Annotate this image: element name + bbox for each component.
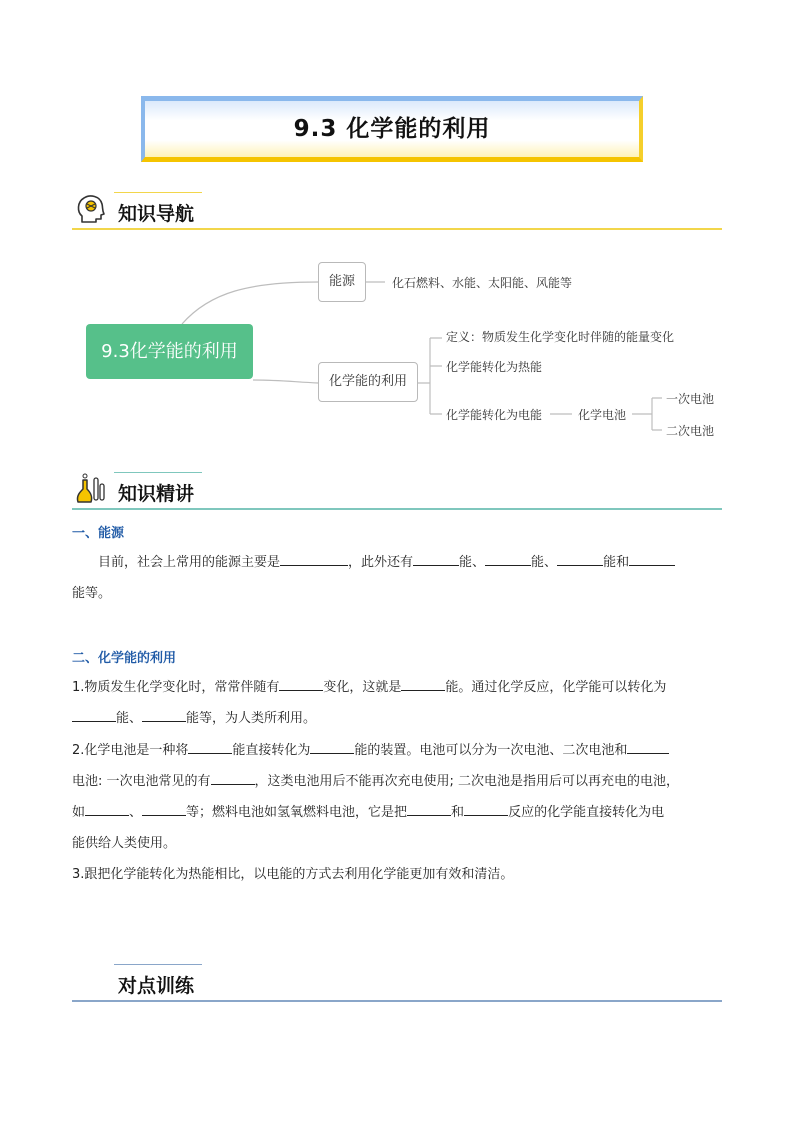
text: 能和 — [603, 555, 630, 570]
text: 反应的化学能直接转化为电 — [508, 805, 665, 820]
section-title: 知识导航 — [118, 203, 195, 225]
blank — [85, 801, 129, 816]
flask-icon — [74, 472, 108, 506]
section-accent-line — [114, 964, 202, 965]
text: ，这类电池用后不能再次充电使用; 二次电池是指用后可以再充电的电池， — [254, 774, 680, 789]
title-box — [141, 96, 643, 162]
section-header-nav — [72, 190, 722, 230]
mindmap — [80, 252, 730, 452]
section-accent-line — [114, 192, 202, 193]
blank — [557, 551, 603, 566]
text: 2.化学电池是一种将 — [72, 743, 189, 758]
text: 能直接转化为 — [232, 743, 311, 758]
mindmap-definition: 定义：物质发生化学变化时伴随的能量变化 — [446, 330, 675, 344]
blank — [142, 801, 186, 816]
blank — [142, 707, 186, 722]
mindmap-branch-energy: 能源 — [318, 262, 366, 302]
blank — [280, 551, 348, 566]
head-idea-icon — [74, 192, 108, 226]
blank — [188, 739, 232, 754]
section-underline — [72, 508, 722, 510]
text: 能。通过化学反应，化学能可以转化为 — [445, 680, 667, 695]
paragraph-1 — [72, 672, 722, 734]
section-header-lecture — [72, 470, 722, 510]
text: 1.物质发生化学变化时，常常伴随有 — [72, 680, 280, 695]
section-accent-line — [114, 472, 202, 473]
blank — [279, 676, 323, 691]
mindmap-secondary-battery: 二次电池 — [666, 424, 715, 438]
mindmap-energy-types: 化石燃料、水能、太阳能、风能等 — [392, 276, 573, 290]
paragraph-energy — [72, 547, 722, 609]
text: 能、 — [531, 555, 558, 570]
text: 如 — [72, 805, 86, 820]
blank — [485, 551, 531, 566]
text: 和 — [451, 805, 465, 820]
blank — [401, 676, 445, 691]
paragraph-2 — [72, 735, 722, 859]
text: 等；燃料电池如氢氧燃料电池，它是把 — [186, 805, 408, 820]
blank — [629, 551, 675, 566]
heading-energy: 一、能源 — [72, 526, 125, 541]
text: 能、 — [459, 555, 486, 570]
text: 能等，为人类所利用。 — [186, 711, 317, 726]
text: ，此外还有 — [348, 555, 414, 570]
text: 能的装置。电池可以分为一次电池、二次电池和 — [354, 743, 628, 758]
section-title: 对点训练 — [118, 975, 195, 997]
blank — [413, 551, 459, 566]
mindmap-primary-battery: 一次电池 — [666, 392, 715, 406]
blank — [627, 739, 669, 754]
page-title: 9.3 化学能的利用 — [293, 116, 491, 142]
blank — [211, 770, 255, 785]
mindmap-to-heat: 化学能转化为热能 — [446, 360, 543, 374]
section-underline — [72, 1000, 722, 1002]
section-underline — [72, 228, 722, 230]
mindmap-chem-battery: 化学电池 — [578, 408, 627, 422]
text: 变化，这就是 — [323, 680, 402, 695]
blank — [407, 801, 451, 816]
text: 、 — [129, 805, 143, 820]
section-header-training — [72, 962, 722, 1002]
mindmap-to-electric: 化学能转化为电能 — [446, 408, 543, 422]
mindmap-branch-chem-use: 化学能的利用 — [318, 362, 418, 402]
text: 能等。 — [72, 586, 112, 601]
text: 电池: 一次电池常见的有 — [72, 774, 211, 789]
mindmap-root: 9.3化学能的利用 — [86, 324, 253, 379]
blank — [310, 739, 354, 754]
heading-chem-energy-use: 二、化学能的利用 — [72, 651, 177, 666]
blank — [72, 707, 116, 722]
text: 能、 — [116, 711, 143, 726]
blank — [464, 801, 508, 816]
section-title: 知识精讲 — [118, 483, 195, 505]
text: 目前，社会上常用的能源主要是 — [98, 555, 281, 570]
paragraph-3: 3.跟把化学能转化为热能相比，以电能的方式去利用化学能更加有效和清洁。 — [72, 867, 514, 882]
text: 能供给人类使用。 — [72, 836, 177, 851]
